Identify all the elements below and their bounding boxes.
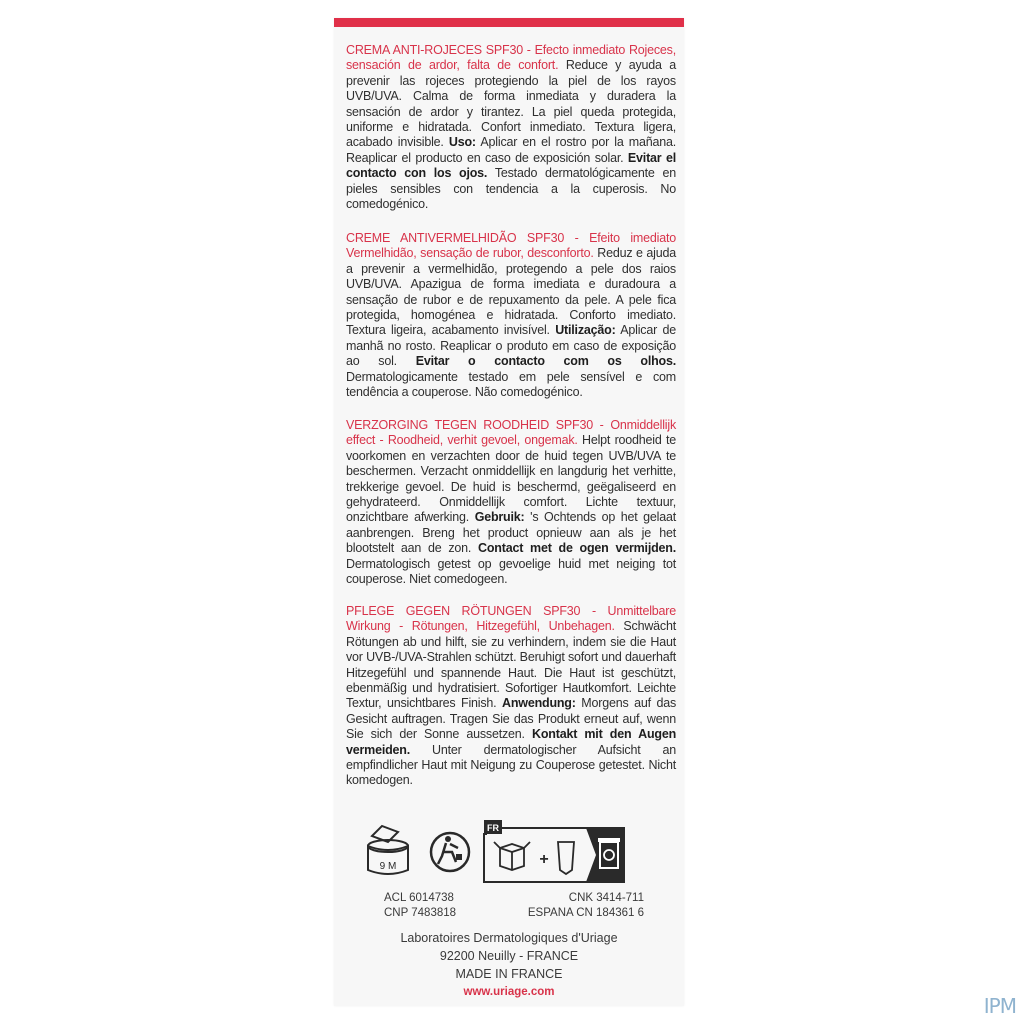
open-jar-icon <box>368 826 408 874</box>
section-body: Reduz e ajuda a prevenir a vermelhidão, protegendo a pele dos raios UVB/UVA. Apazigua de forma imediata e duradoura a sensação de rubor e de repuxamento da pele. A pele fica protegida, homogénea e hidratada. Conforto imediato. Textura ligeira, acabamento invisível. <box>346 246 676 338</box>
country-code: FR <box>487 823 499 833</box>
section-body: Morgens auf das Gesicht auftragen. Tragen Sie das Produkt erneut auf, wenn Sie sich der Sonne aussetzen. <box>346 696 676 742</box>
warning-text: Contact met de ogen vermijden. <box>478 541 676 556</box>
section-german <box>346 604 676 789</box>
watermark-logo: IPM <box>983 994 1016 1018</box>
section-body: Aplicar en el rostro por la mañana. Reaplicar el producto en caso de exposición solar. <box>346 135 677 165</box>
pao-label: 9 M <box>379 861 397 872</box>
section-body: Dermatologisch getest op gevoelige huid met neiging tot couperose. Niet comedogeen. <box>346 556 676 587</box>
warning-text: Evitar el contacto con los ojos. <box>346 150 676 181</box>
tidyman-icon <box>431 833 469 871</box>
symbols-row <box>360 808 660 888</box>
section-body: 's Ochtends op het gelaat aanbrengen. Breng het product opnieuw aan als je het blootstelt aan de zon. <box>346 510 676 556</box>
use-label: Uso: <box>448 135 476 150</box>
box-icon <box>494 842 530 870</box>
cnp-code: CNP 7483818 <box>384 907 457 919</box>
use-label: Gebruik: <box>474 510 525 525</box>
section-dutch <box>346 418 676 587</box>
section-body: Unter dermatologischer Aufsicht an empfindlicher Haut mit Neigung zu Couperose getestet. Nicht komedogen. <box>346 742 676 788</box>
website-link[interactable]: www.uriage.com <box>463 986 555 998</box>
use-label: Utilização: <box>555 323 616 338</box>
recycling-info-block <box>484 820 624 882</box>
made-in: MADE IN FRANCE <box>455 967 563 981</box>
section-body: Schwächt Rötungen ab und hilft, sie zu verhindern, indem sie die Haut vor UVB-/UVA-Strahlen schützt. Beruhigt sofort und dauerhaft Hitzegefühl und spannende Haut. Die Haut ist geschützt, ebenmäßig und hydratisiert. Sofortiger Hautkomfort. Leichte Textur, unsichtbares Finish. <box>346 619 676 711</box>
section-body: Aplicar de manhã no rosto. Reaplicar o produto em caso de exposição ao sol. <box>346 323 676 369</box>
section-body: Helpt roodheid te voorkomen en verzachten door de huid tegen UVB/UVA te beschermen. Verzacht onmiddellijk en langdurig het verhitte, trekkerige gevoel. De huid is beschermd, geëgaliseerd en gehydrateerd. Onmiddellijk comfort. Lichte textuur, onzichtbare afwerking. <box>346 433 676 525</box>
manufacturer-address: 92200 Neuilly - FRANCE <box>439 949 579 963</box>
section-title: VERZORGING TEGEN ROODHEID SPF30 - Onmiddellijk effect <box>346 418 676 448</box>
cnk-code: CNK 3414-711 <box>568 892 644 904</box>
section-title: CREME ANTIVERMELHIDÃO SPF30 - Efeito imediato <box>346 231 676 245</box>
acl-code: ACL 6014738 <box>384 892 454 904</box>
section-title: CREMA ANTI-ROJECES SPF30 - Efecto inmediato <box>346 43 626 57</box>
espana-code: ESPANA CN 184361 6 <box>527 907 644 919</box>
top-red-bar <box>334 18 684 27</box>
section-subtitle: Rojeces, sensación de ardor, falta de confort. <box>346 43 676 73</box>
warning-text: Evitar o contacto com os olhos. <box>415 354 677 369</box>
section-subtitle: - Rötungen, Hitzegefühl, Unbehagen. <box>390 619 615 634</box>
section-subtitle: - Roodheid, verhit gevoel, ongemak. <box>375 433 578 448</box>
section-portuguese <box>346 231 676 400</box>
tube-icon <box>558 842 574 874</box>
section-body: Dermatologicamente testado em pele sensível e com tendência a couperose. Não comedogénico. <box>346 369 676 400</box>
product-box-panel <box>334 18 684 1006</box>
warning-text: Kontakt mit den Augen vermeiden. <box>346 727 677 757</box>
section-title: PFLEGE GEGEN RÖTUNGEN SPF30 - Unmittelbare Wirkung <box>346 604 676 634</box>
section-body: Testado dermatológicamente en pieles sensibles con tendencia a la cuperosis. No comedogénico. <box>346 166 677 212</box>
manufacturer-name: Laboratoires Dermatologiques d'Uriage <box>400 931 618 945</box>
section-spanish <box>346 43 676 212</box>
product-codes <box>384 891 644 921</box>
section-body: Reduce y ayuda a prevenir las rojeces protegiendo la piel de los rayos UVB/UVA. Calma de forma inmediata y duradera la sensación de ardor y tirantez. La piel queda protegida, uniforme e hidratada. Confort inmediato. Textura ligera, acabado invisible. <box>346 58 676 150</box>
section-subtitle: Vermelhidão, sensação de rubor, desconforto. <box>346 246 594 261</box>
use-label: Anwendung: <box>502 696 576 711</box>
plus-sign: + <box>539 851 549 868</box>
